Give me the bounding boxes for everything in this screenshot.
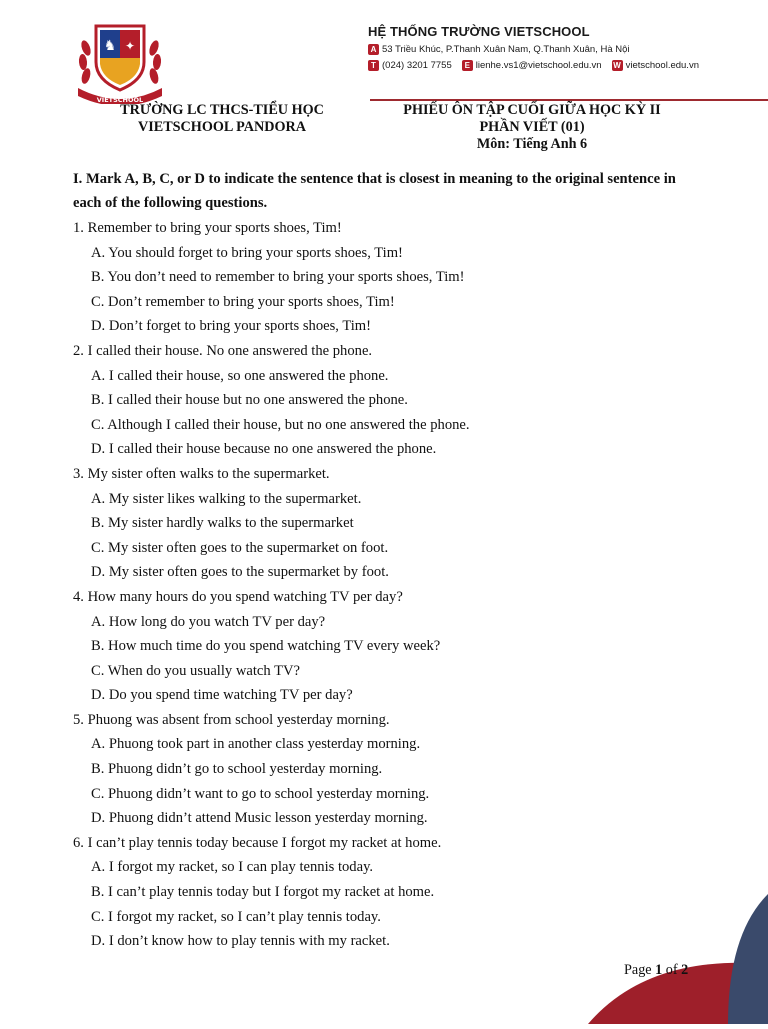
option-b: B. I can’t play tennis today but I forgot my racket at home. [91, 884, 435, 901]
option-b: B. How much time do you spend watching TV every week? [91, 638, 441, 655]
option-a: A. My sister likes walking to the supermarket. [91, 490, 362, 507]
phone-text: (024) 3201 7755 [382, 60, 452, 71]
page-current: 1 [655, 962, 663, 978]
option-c: C. I forgot my racket, so I can’t play tennis today. [91, 908, 381, 925]
school-logo [72, 18, 168, 104]
system-title: HỆ THỐNG TRƯỜNG VIETSCHOOL [368, 24, 590, 39]
address-text: 53 Triều Khúc, P.Thanh Xuân Nam, Q.Thanh Xuân, Hà Nội [382, 44, 630, 55]
web-icon: W [613, 61, 621, 70]
option-b: B. You don’t need to remember to bring your sports shoes, Tim! [91, 269, 465, 286]
header-divider [370, 99, 768, 101]
option-a: A. Phuong took part in another class yesterday morning. [91, 736, 421, 753]
option-c: C. Although I called their house, but no one answered the phone. [91, 416, 470, 433]
option-a: A. How long do you watch TV per day? [91, 613, 326, 630]
page-number [624, 962, 688, 979]
question-stem: 3. My sister often walks to the supermarket. [73, 465, 330, 482]
svg-text:✦: ✦ [124, 39, 136, 53]
page-word: Page [624, 962, 652, 978]
option-d: D. Do you spend time watching TV per day? [91, 687, 353, 704]
question-4 [73, 585, 693, 708]
page-total: 2 [681, 962, 689, 978]
worksheet-title [380, 102, 684, 153]
option-a: A. I forgot my racket, so I can play tennis today. [91, 859, 374, 876]
question-stem: 1. Remember to bring your sports shoes, Tim! [73, 220, 342, 236]
school-name-line-1: TRƯỜNG LC THCS-TIỂU HỌC [120, 102, 324, 118]
phone-icon: T [368, 60, 379, 71]
corner-decoration [588, 894, 768, 1024]
option-d: D. My sister often goes to the supermarket by foot. [91, 564, 389, 581]
worksheet-title-line-2: PHẦN VIẾT (01) [479, 119, 585, 135]
option-c: C. My sister often goes to the supermarket on foot. [91, 539, 389, 556]
worksheet-title-line-1: PHIẾU ÔN TẬP CUỐI GIỮA HỌC KỲ II [403, 102, 661, 118]
logo-banner-text: VIETSCHOOL [96, 96, 144, 104]
option-c: C. Phuong didn’t want to go to school yesterday morning. [91, 785, 430, 802]
address-icon: A [368, 44, 379, 55]
question-stem: 2. I called their house. No one answered the phone. [73, 342, 373, 359]
exercise-content [73, 168, 693, 954]
question-stem: 5. Phuong was absent from school yesterday morning. [73, 711, 390, 728]
school-name [96, 102, 348, 136]
question-stem: 4. How many hours do you spend watching TV per day? [73, 588, 403, 605]
option-b: B. Phuong didn’t go to school yesterday morning. [91, 761, 383, 778]
option-b: B. My sister hardly walks to the supermarket [91, 515, 354, 532]
option-c: C. Don’t remember to bring your sports shoes, Tim! [91, 293, 395, 310]
page-of: of [665, 962, 678, 978]
svg-text:♞: ♞ [103, 38, 117, 54]
option-d: D. Don’t forget to bring your sports shoes, Tim! [91, 318, 371, 335]
option-d: D. I called their house because no one answered the phone. [91, 441, 437, 458]
contact-row [368, 60, 699, 71]
question-3 [73, 462, 693, 585]
option-a: A. You should forget to bring your sports shoes, Tim! [91, 244, 403, 261]
question-1 [73, 216, 693, 339]
email-icon: E [462, 60, 473, 71]
option-d: D. Phuong didn’t attend Music lesson yesterday morning. [91, 810, 428, 827]
option-d: D. I don’t know how to play tennis with my racket. [91, 933, 390, 950]
web-text: vietschool.edu.vn [625, 60, 699, 71]
question-5 [73, 708, 693, 831]
email-text: lienhe.vs1@vietschool.edu.vn [475, 60, 602, 71]
option-c: C. When do you usually watch TV? [91, 662, 301, 679]
school-system-info [368, 24, 699, 71]
question-stem: 6. I can’t play tennis today because I forgot my racket at home. [73, 834, 442, 851]
option-b: B. I called their house but no one answered the phone. [91, 392, 408, 409]
question-2 [73, 339, 693, 462]
subject-line: Môn: Tiếng Anh 6 [476, 136, 588, 152]
section-instruction: I. Mark A, B, C, or D to indicate the sentence that is closest in meaning to the original sentence in each of the following questions. [73, 171, 676, 211]
option-a: A. I called their house, so one answered the phone. [91, 367, 389, 384]
school-name-line-2: VIETSCHOOL PANDORA [137, 119, 307, 135]
address-row [368, 44, 699, 55]
